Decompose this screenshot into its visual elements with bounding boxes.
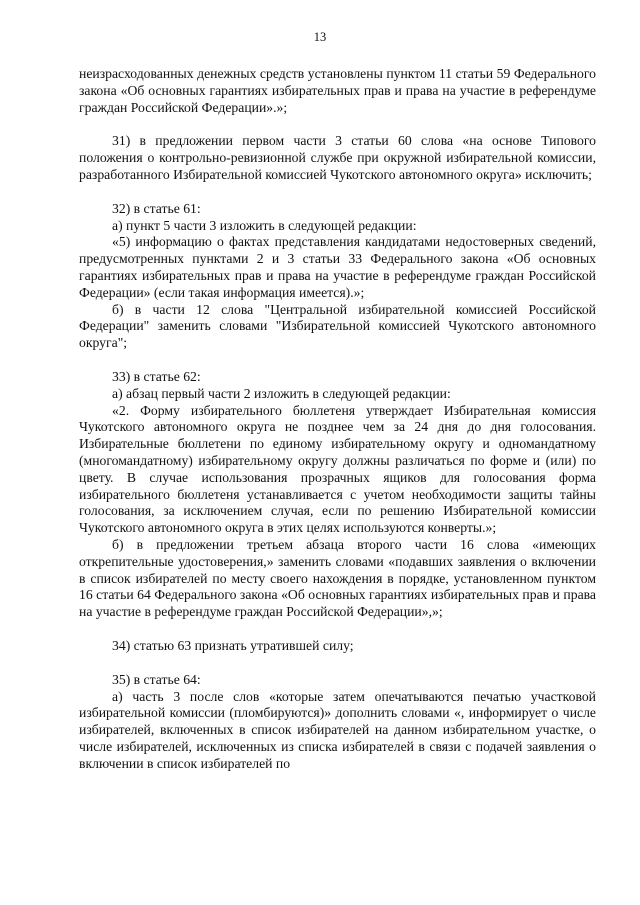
paragraph-item-35a: а) часть 3 после слов «которые затем опечатываются печатью участковой избирательной комиссии (пломбируются)» дополнить словами «, информирует о числе избирателей, включенных в список избирателей на данном избирательном участке, о числе избирателей, исключенных из списка избирателей в связи с подачей заявления о включении в список избирателей по <box>79 688 596 771</box>
paragraph-item-33b: б) в предложении третьем абзаца второго части 16 слова «имеющих открепительные удостоверения,» заменить словами «подавших заявления о включении в список избирателей по месту своего нахождения в порядке, установленном пунктом 16 статьи 64 Федерального закона «Об основных гарантиях избирательных прав и права на участие в референдуме граждан Российской Федерации»,»; <box>79 536 596 620</box>
paragraph-continuation: неизрасходованных денежных средств установлены пунктом 11 статьи 59 Федерального закона «Об основных гарантиях избирательных прав и права на участие в референдуме граждан Российской Федерации».»; <box>79 66 596 115</box>
paragraph-item-34: 34) статью 63 признать утратившей силу; <box>112 637 354 653</box>
paragraph-item-32a: а) пункт 5 части 3 изложить в следующей редакции: <box>112 217 417 233</box>
paragraph-item-32a-text: «5) информацию о фактах представления кандидатами недостоверных сведений, предусмотренных пунктами 2 и 3 статьи 33 Федерального закона «Об основных гарантиях избирательных прав и права на участие в референдуме граждан Российской Федерации» (если такая информация имеется).»; <box>79 234 596 300</box>
paragraph-item-31: 31) в предложении первом части 3 статьи 60 слова «на основе Типового положения о контрольно-ревизионной службе при окружной избирательной комиссии, разработанного Избирательной комиссией Чукотского автономного округа» исключить; <box>79 133 596 182</box>
paragraph-item-35: 35) в статье 64: <box>112 671 201 687</box>
paragraph-item-33a: а) абзац первый части 2 изложить в следующей редакции: <box>112 385 451 401</box>
document-body <box>79 66 596 772</box>
paragraph-item-32b: б) в части 12 слова "Центральной избирательной комиссией Российской Федерации" заменить словами "Избирательной комиссией Чукотского автономного округа"; <box>79 301 596 351</box>
paragraph-item-33: 33) в статье 62: <box>112 368 201 384</box>
paragraph-item-33a-text: «2. Форму избирательного бюллетеня утверждает Избирательная комиссия Чукотского автономного округа не позднее чем за 24 дня до дня голосования. Избирательные бюллетени по единому избирательному округу и одномандатному (многомандатному) избирательному округу должны различаться по форме и (или) по цвету. В случае использования прозрачных ящиков для голосования форма избирательного бюллетеня устанавливается с учетом необходимости защиты тайны голосования, за исключением случая, если по решению Избирательной комиссии Чукотского автономного округа в этих целях используются конверты.»; <box>79 402 596 536</box>
page-number: 13 <box>313 30 327 44</box>
paragraph-item-32: 32) в статье 61: <box>112 200 201 216</box>
